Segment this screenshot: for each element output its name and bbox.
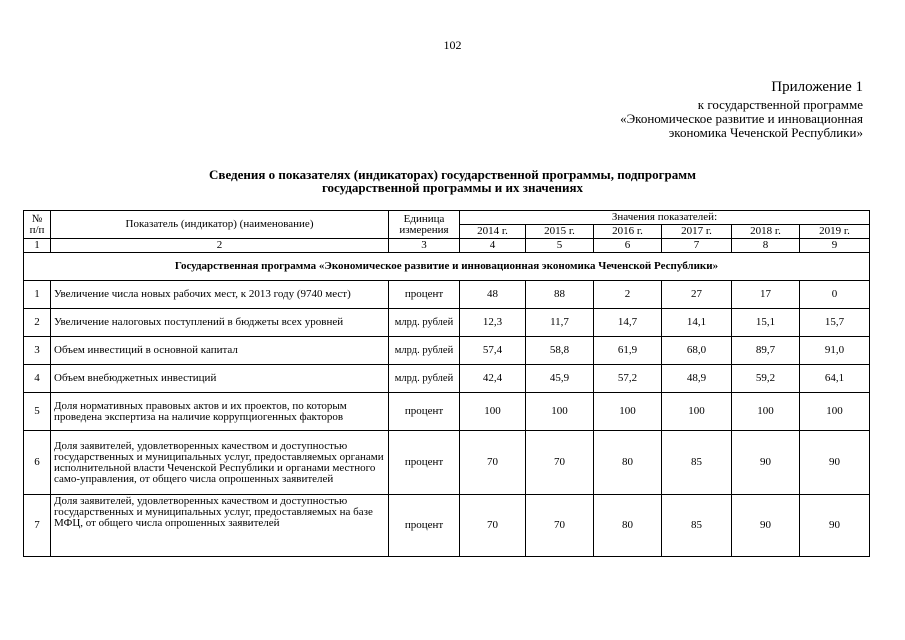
table-row	[24, 309, 870, 337]
row-value: 14,7	[594, 309, 662, 337]
row-value: 59,2	[732, 365, 800, 393]
appendix-line: к государственной программе	[697, 97, 863, 112]
row-value: 27	[662, 281, 732, 309]
row-indicator: Увеличение налоговых поступлений в бюджеты всех уровней	[51, 309, 389, 337]
row-value: 91,0	[800, 337, 870, 365]
header-num-cell	[24, 211, 51, 239]
row-value: 100	[800, 393, 870, 431]
document-heading	[0, 168, 905, 194]
header-year-cell: 2016 г.	[594, 225, 662, 239]
row-value: 70	[460, 431, 526, 495]
appendix-title: Приложение 1	[771, 79, 863, 95]
row-unit: млрд. рублей	[389, 309, 460, 337]
row-value: 100	[662, 393, 732, 431]
row-value: 100	[460, 393, 526, 431]
row-value: 58,8	[526, 337, 594, 365]
header-num-line: №	[31, 212, 43, 225]
indicators-table	[23, 210, 870, 557]
header-year-cell: 2015 г.	[526, 225, 594, 239]
header-year-cell: 2017 г.	[662, 225, 732, 239]
section-title: Государственная программа «Экономическое развитие и инновационная экономика Чеченской Республики»	[24, 253, 870, 281]
column-number-cell: 8	[732, 239, 800, 253]
row-unit: процент	[389, 281, 460, 309]
row-value: 68,0	[662, 337, 732, 365]
column-number-cell: 3	[389, 239, 460, 253]
row-unit: млрд. рублей	[389, 365, 460, 393]
row-num: 4	[24, 365, 51, 393]
column-number-cell: 4	[460, 239, 526, 253]
row-value: 61,9	[594, 337, 662, 365]
header-year-cell: 2019 г.	[800, 225, 870, 239]
row-unit: процент	[389, 393, 460, 431]
section-title-row	[24, 253, 870, 281]
column-number-cell: 1	[24, 239, 51, 253]
row-unit: процент	[389, 431, 460, 495]
row-value: 45,9	[526, 365, 594, 393]
appendix-line: «Экономическое развитие и инновационная	[620, 111, 863, 126]
row-value: 2	[594, 281, 662, 309]
heading-line: Сведения о показателях (индикаторах) государственной программы, подпрограмм	[209, 167, 696, 182]
table-row	[24, 337, 870, 365]
row-num: 2	[24, 309, 51, 337]
header-num-line: п/п	[29, 223, 45, 236]
appendix-line: экономика Чеченской Республики»	[668, 125, 863, 140]
row-num: 5	[24, 393, 51, 431]
row-value: 70	[526, 431, 594, 495]
table-header-row	[24, 211, 870, 225]
row-value: 64,1	[800, 365, 870, 393]
page-number: 102	[443, 38, 462, 52]
row-value: 15,1	[732, 309, 800, 337]
row-indicator: Доля нормативных правовых актов и их проектов, по которым проведена экспертиза на наличие коррупциогенных факторов	[51, 393, 389, 431]
row-value: 80	[594, 495, 662, 557]
row-num: 7	[24, 495, 51, 557]
appendix-block	[443, 80, 863, 140]
row-indicator: Объем инвестиций в основной капитал	[51, 337, 389, 365]
table-row	[24, 495, 870, 557]
column-number-cell: 9	[800, 239, 870, 253]
row-value: 70	[526, 495, 594, 557]
row-value: 48,9	[662, 365, 732, 393]
column-number-cell: 5	[526, 239, 594, 253]
row-value: 0	[800, 281, 870, 309]
column-numbers-row	[24, 239, 870, 253]
column-number-cell: 2	[51, 239, 389, 253]
row-value: 80	[594, 431, 662, 495]
column-number-cell: 6	[594, 239, 662, 253]
row-value: 42,4	[460, 365, 526, 393]
row-value: 57,4	[460, 337, 526, 365]
row-value: 12,3	[460, 309, 526, 337]
row-indicator: Увеличение числа новых рабочих мест, к 2013 году (9740 мест)	[51, 281, 389, 309]
header-year-cell: 2018 г.	[732, 225, 800, 239]
header-unit-line: измерения	[399, 223, 449, 236]
row-value: 70	[460, 495, 526, 557]
row-indicator: Доля заявителей, удовлетворенных качеством и доступностью государственных и муниципальных услуг, предоставляемых органами исполнительной власти Чеченской Республики и органами местного само-управления, от общего числа опрошенных заявителей	[51, 431, 389, 495]
row-value: 100	[732, 393, 800, 431]
header-unit-cell	[389, 211, 460, 239]
row-unit: млрд. рублей	[389, 337, 460, 365]
header-year-cell: 2014 г.	[460, 225, 526, 239]
row-indicator: Доля заявителей, удовлетворенных качеством и доступностью государственных и муниципальных услуг, предоставляемых на базе МФЦ, от общего числа опрошенных заявителей	[51, 495, 389, 557]
row-value: 85	[662, 495, 732, 557]
row-num: 1	[24, 281, 51, 309]
row-value: 90	[800, 431, 870, 495]
row-value: 100	[526, 393, 594, 431]
header-indicator-cell: Показатель (индикатор) (наименование)	[51, 211, 389, 239]
row-value: 15,7	[800, 309, 870, 337]
table-row	[24, 365, 870, 393]
table-row	[24, 393, 870, 431]
row-value: 90	[732, 495, 800, 557]
row-unit: процент	[389, 495, 460, 557]
header-unit-line: Единица	[403, 212, 445, 225]
row-value: 89,7	[732, 337, 800, 365]
row-value: 57,2	[594, 365, 662, 393]
row-value: 17	[732, 281, 800, 309]
row-value: 88	[526, 281, 594, 309]
row-value: 48	[460, 281, 526, 309]
row-num: 3	[24, 337, 51, 365]
heading-line: государственной программы и их значениях	[321, 180, 584, 195]
row-value: 100	[594, 393, 662, 431]
table-row	[24, 281, 870, 309]
row-value: 90	[732, 431, 800, 495]
row-value: 85	[662, 431, 732, 495]
table-row	[24, 431, 870, 495]
column-number-cell: 7	[662, 239, 732, 253]
row-value: 90	[800, 495, 870, 557]
row-value: 14,1	[662, 309, 732, 337]
row-value: 11,7	[526, 309, 594, 337]
row-num: 6	[24, 431, 51, 495]
header-values-group: Значения показателей:	[460, 211, 870, 225]
row-indicator: Объем внебюджетных инвестиций	[51, 365, 389, 393]
